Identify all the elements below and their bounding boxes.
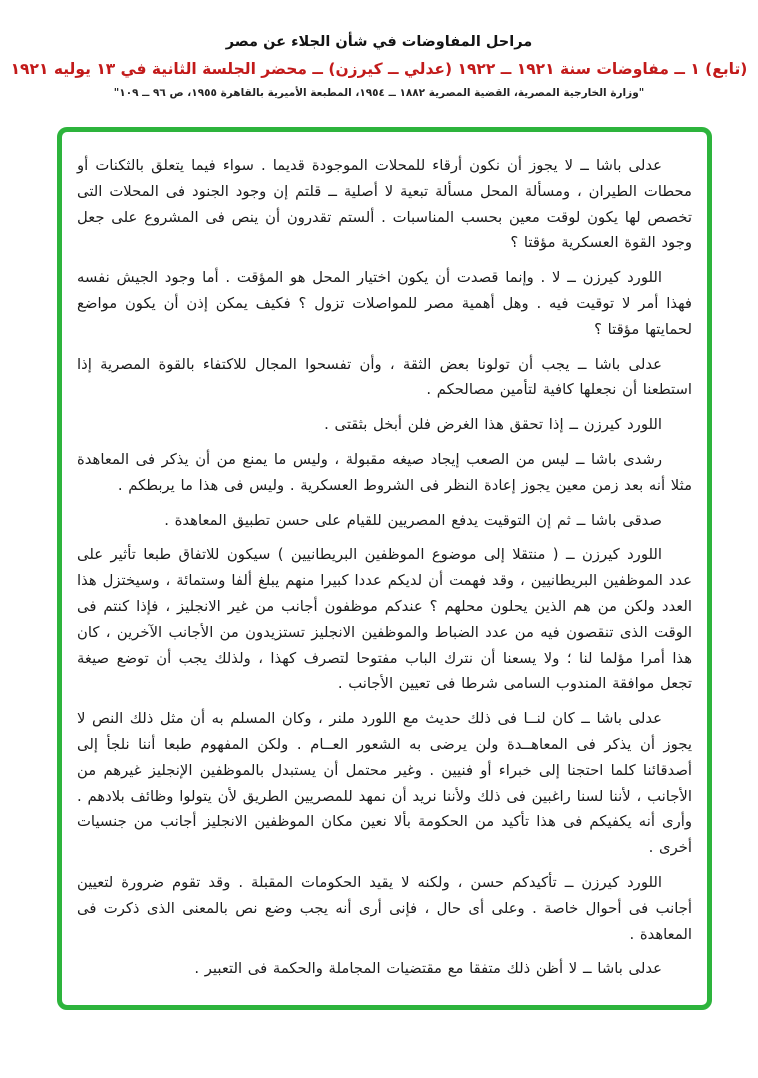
speaker-name: رشدى باشا ــ bbox=[575, 450, 662, 468]
speaker-name: اللورد كيرزن ــ bbox=[569, 416, 662, 434]
paragraph bbox=[77, 447, 692, 499]
source-citation: "وزارة الخارجية المصرية، القضية المصرية ١٨٨٢ ــ ١٩٥٤، المطبعة الأميرية بالقاهرة ١٩٥٥، ص ٩٦ ــ ١٠٩" bbox=[113, 87, 645, 99]
paragraph-text: ( منتقلا إلى موضوع الموظفين البريطانيين ) سيكون للاتفاق طبعا تأثير على عدد الموظفين البريطانيين ، وقد فهمت أن لديكم عددا كبيرا منهم يبلغ ألفا وستمائة ، وسيختزل هذا العدد ولكن من هم الذين يحلون محلهم ؟ عندكم موظفون أجانب من غير الانجليز ، فإذا كنتم فى الوقت الذى تنقصون فيه من عدد الضباط والموظفين الانجليز تستزيدون من الأجانب الآخرين ، كان هذا أمرا مؤلما لنا ؛ ولا يسعنا أن نترك الباب مفتوحا لتصرف كهذا ، ولذلك يجب أن توضع صيغة تجعل موافقة المندوب السامى شرطا فى تعيين الأجانب . bbox=[77, 546, 692, 693]
paragraph-text: إذا تحقق هذا الغرض فلن أبخل بثقتى . bbox=[324, 416, 564, 434]
speaker-name: صدقى باشا ــ bbox=[576, 511, 662, 529]
paragraph bbox=[77, 542, 692, 697]
speaker-name: اللورد كيرزن ــ bbox=[567, 269, 662, 287]
paragraph bbox=[77, 870, 692, 947]
paragraph-text: ثم إن التوقيت يدفع المصريين للقيام على حسن تطبيق المعاهدة . bbox=[164, 511, 571, 529]
paragraph-text: ليس من الصعب إيجاد صيغه مقبولة ، وليس ما يمنع من أن يذكر فى المعاهدة مثلا أنه بعد زمن معين يجوز إعادة النظر فى الشروط العسكرية . وليس فى هذا ما يربطكم . bbox=[77, 450, 692, 494]
speaker-name: اللورد كيرزن ــ bbox=[564, 873, 662, 891]
page-title: مراحل المفاوضات في شأن الجلاء عن مصر bbox=[225, 34, 533, 50]
speaker-name: اللورد كيرزن ــ bbox=[565, 546, 662, 564]
page-subtitle: (تابع) ١ ــ مفاوضات سنة ١٩٢١ ــ ١٩٢٢ (عدلي ــ كيرزن) ــ محضر الجلسة الثانية في ١٣ يوليه ١٩٢١ bbox=[10, 60, 748, 78]
paragraph-text: تأكيدكم حسن ، ولكنه لا يقيد الحكومات المقبلة . وقد تقوم ضرورة لتعيين أجانب فى أحوال خاصة . وعلى أى حال ، فإنى أرى أنه يجب وضع نص بالمعنى الذى ذكرت فى المعاهدة . bbox=[77, 873, 692, 943]
speaker-name: عدلى باشا ــ bbox=[577, 355, 662, 373]
speaker-name: عدلى باشا ــ bbox=[582, 960, 662, 978]
paragraph-text: يجب أن تولونا بعض الثقة ، وأن تفسحوا المجال للاكتفاء بالقوة المصرية إذا استطعنا أن نجعلها كافية لتأمين مصالحكم . bbox=[77, 355, 692, 399]
paragraph bbox=[77, 352, 692, 404]
paragraph bbox=[77, 956, 692, 982]
paragraph-text: لا يجوز أن نكون أرقاء للمحلات الموجودة قديما . سواء فيما يتعلق بالثكنات أو محطات الطيران ، ومسألة المحل مسألة تبعية لا أصلية ــ قلتم إن وجود الجنود فى المحلات التى تخصص لها يكون لوقت معين بحسب المناسبات . ألستم تقدرون أن ينص فى المشروع على جعل وجود القوة العسكرية مؤقتا ؟ bbox=[77, 157, 692, 252]
paragraph bbox=[77, 412, 692, 438]
paragraph bbox=[77, 508, 692, 534]
document-header bbox=[0, 34, 758, 99]
paragraph-text: لا أظن ذلك متفقا مع مقتضيات المجاملة والحكمة فى التعبير . bbox=[194, 960, 578, 978]
speaker-name: عدلى باشا ــ bbox=[581, 710, 662, 728]
paragraph bbox=[77, 706, 692, 861]
transcript-box bbox=[57, 127, 712, 1010]
paragraph bbox=[77, 153, 692, 256]
paragraph bbox=[77, 265, 692, 342]
paragraph-text: لا . وإنما قصدت أن يكون اختيار المحل هو المؤقت . أما وجود الجيش نفسه فهذا أمر لا توقيت فيه . وهل أهمية مصر للمواصلات تزول ؟ فكيف يمكن إذن أن يكون مواضع لحمايتها مؤقتا ؟ bbox=[77, 269, 692, 338]
speaker-name: عدلى باشا ــ bbox=[580, 157, 662, 174]
paragraph-text: كان لنــا فى ذلك حديث مع اللورد ملنر ، وكان المسلم به أن مثل ذلك النص لا يجوز أن يذكر فى المعاهــدة ولن يرضى به الشعور العــام . ولكن المفهوم طبعا أننا نلجأ إلى أصدقائنا كلما احتجنا إلى خبراء أو فنيين . وغير محتمل أن يستبدل بالموظفين الإنجليز غيرهم من الأجانب ، لأننا لسنا راغبين فى ذلك ولأننا نريد أن نمهد للمصريين الطريق لأن يتولوا وظائف بلادهم . وأرى أنه يكفيكم فى هذا تأكيد من الحكومة بألا نعين مكان الموظفين الانجليز أجانب من جنسيات أخرى . bbox=[77, 710, 692, 857]
